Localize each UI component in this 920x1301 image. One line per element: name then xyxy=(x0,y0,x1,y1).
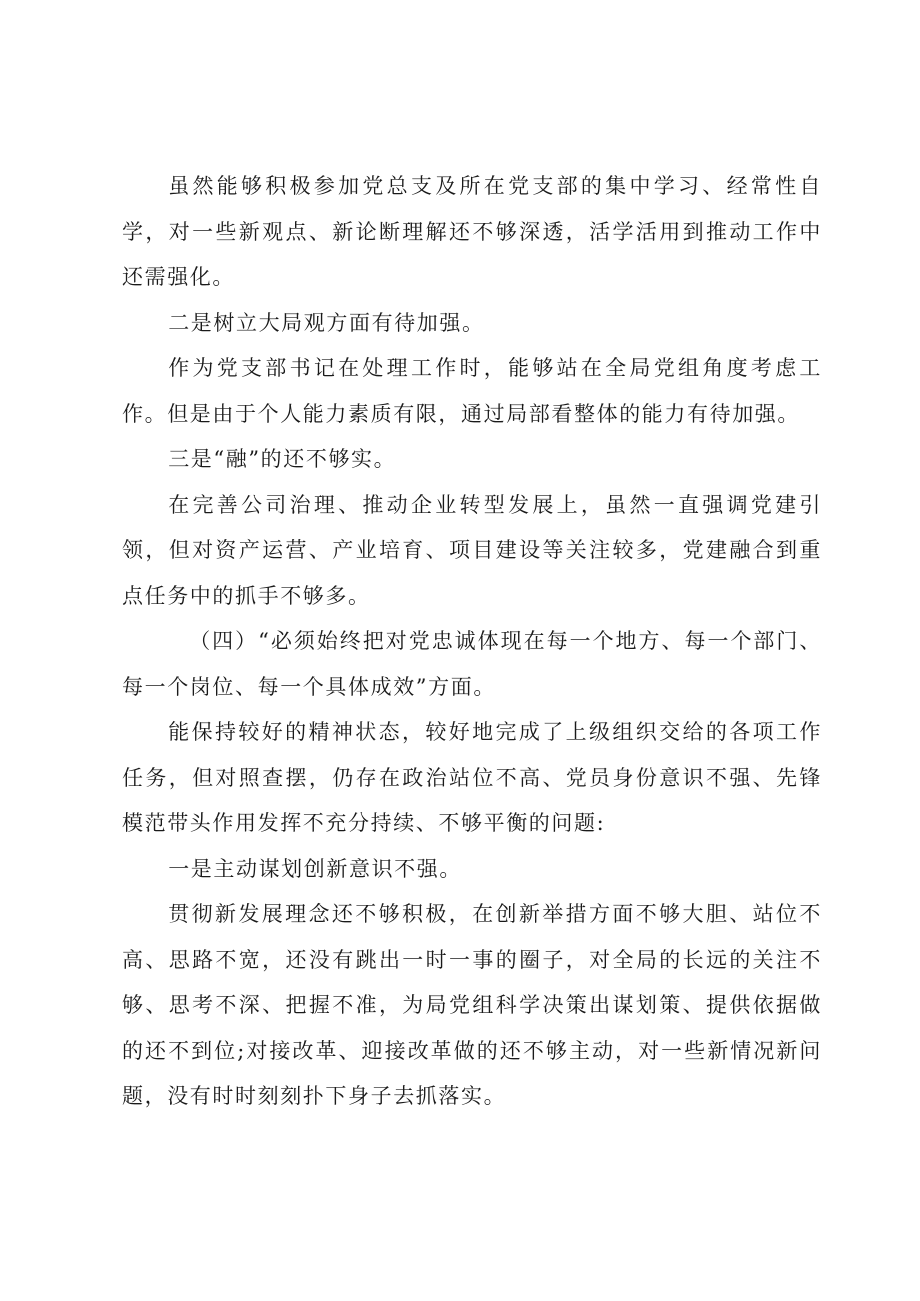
section-heading: （四）“必须始终把对党忠诚体现在每一个地方、每一个部门、每一个岗位、每一个具体成效”方面。 xyxy=(122,629,822,699)
document-body xyxy=(122,164,822,1120)
point-heading: 三是“融”的还不够实。 xyxy=(168,447,397,471)
paragraph: 能保持较好的精神状态，较好地完成了上级组织交给的各项工作任务，但对照查摆，仍存在政治站位不高、党员身份意识不强、先锋模范带头作用发挥不充分持续、不够平衡的问题: xyxy=(122,720,822,835)
paragraph: 贯彻新发展理念还不够积极，在创新举措方面不够大胆、站位不高、思路不宽，还没有跳出一时一事的圈子，对全局的长远的关注不够、思考不深、把握不准，为局党组科学决策出谋划策、提供依据做的还不到位;对接改革、迎接改革做的还不够主动，对一些新情况新问题，没有时时刻刻扑下身子去抓落实。 xyxy=(122,902,822,1108)
point-heading: 一是主动谋划创新意识不强。 xyxy=(168,856,462,881)
point-heading: 二是树立大局观方面有待加强。 xyxy=(168,310,485,335)
paragraph: 虽然能够积极参加党总支及所在党支部的集中学习、经常性自学，对一些新观点、新论断理解还不够深透，活学活用到推动工作中还需强化。 xyxy=(122,174,822,289)
paragraph: 在完善公司治理、推动企业转型发展上，虽然一直强调党建引领，但对资产运营、产业培育、项目建设等关注较多，党建融合到重点任务中的抓手不够多。 xyxy=(122,492,822,608)
paragraph: 作为党支部书记在处理工作时，能够站在全局党组角度考虑工作。但是由于个人能力素质有限，通过局部看整体的能力有待加强。 xyxy=(122,356,822,426)
